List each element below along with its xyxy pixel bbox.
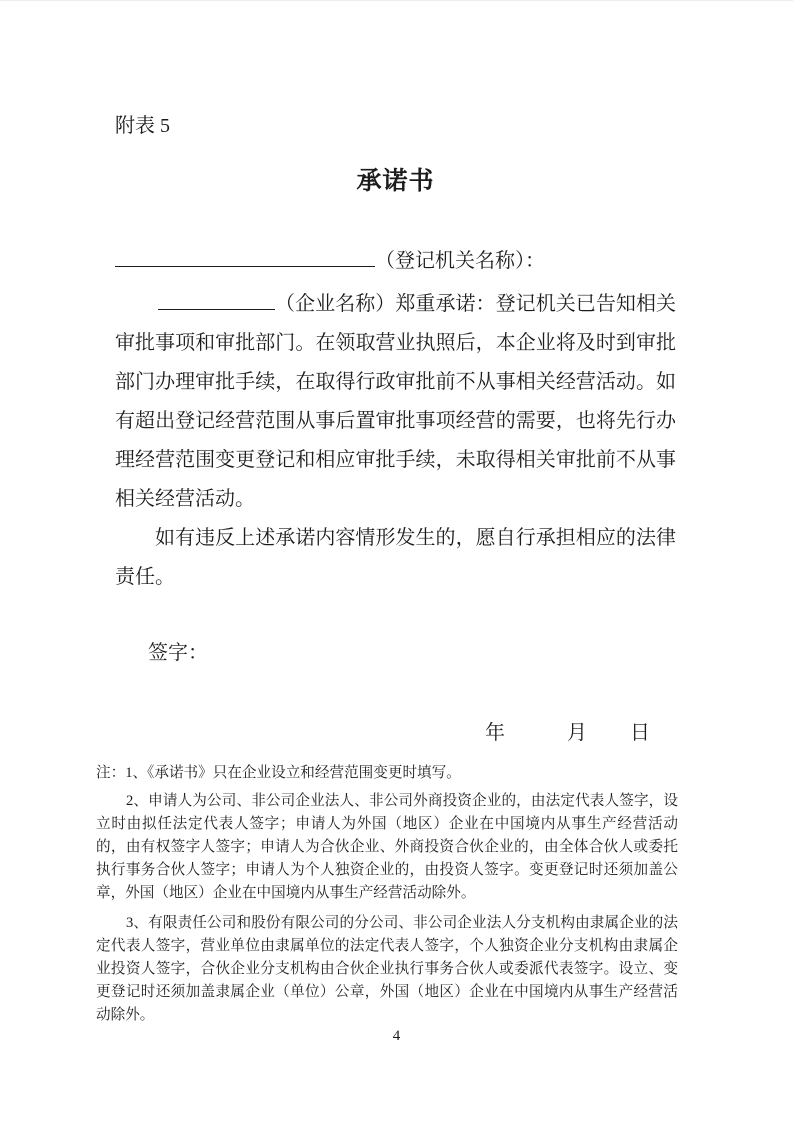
date-month-label: 月 xyxy=(567,722,587,744)
date-day-label: 日 xyxy=(630,722,650,744)
commitment-text: 登记机关已告知相关审批事项和审批部门。在领取营业执照后，本企业将及时到审批部门办理审批手续，在取得行政审批前不从事相关经营活动。如有超出登记经营范围从事后置审批事项经营的需要，也将先行办理经营范围变更登记和相应审批手续，未取得相关审批前不从事相关经营活动。 xyxy=(115,293,677,510)
liability-paragraph: 如有违反上述承诺内容情形发生的，愿自行承担相应的法律责任。 xyxy=(115,527,676,588)
page-content xyxy=(96,1,678,1027)
date-line xyxy=(115,714,676,753)
registration-authority-blank xyxy=(115,265,375,267)
note-item-3: 3、有限责任公司和股份有限公司的分公司、非公司企业法人分支机构由隶属企业的法定代表人签字，营业单位由隶属单位的法定代表人签字，个人独资企业分支机构由隶属企业投资人签字，合伙企业分支机构由合伙企业执行事务合伙人或委派代表签字。设立、变更登记时还须加盖隶属企业（单位）公章，外国（地区）企业在中国境内从事生产经营活动除外。 xyxy=(96,915,678,1023)
date-year-label: 年 xyxy=(485,722,505,744)
enterprise-name-label: （企业名称）郑重承诺： xyxy=(275,293,496,315)
page-number: 4 xyxy=(392,1028,401,1044)
notes-section xyxy=(96,762,678,1027)
recipient-line xyxy=(115,242,676,281)
signature-label: 签字： xyxy=(148,642,208,664)
note-item-1: 注：1、《承诺书》只在企业设立和经营范围变更时填写。 xyxy=(96,765,461,781)
commitment-paragraph xyxy=(115,285,676,519)
appendix-label: 附表 5 xyxy=(115,115,170,137)
enterprise-name-blank xyxy=(158,308,275,310)
recipient-label: （登记机关名称）： xyxy=(375,250,545,272)
document-title: 承诺书 xyxy=(356,168,435,195)
note-item-2: 2、申请人为公司、非公司企业法人、非公司外商投资企业的，由法定代表人签字，设立时由拟任法定代表人签字；申请人为外国（地区）企业在中国境内从事生产经营活动的，由有权签字人签字；申请人为合伙企业、外商投资合伙企业的，由全体合伙人或委托执行事务合伙人签字；申请人为个人独资企业的，由投资人签字。变更登记时还须加盖公章，外国（地区）企业在中国境内从事生产经营活动除外。 xyxy=(96,793,678,901)
